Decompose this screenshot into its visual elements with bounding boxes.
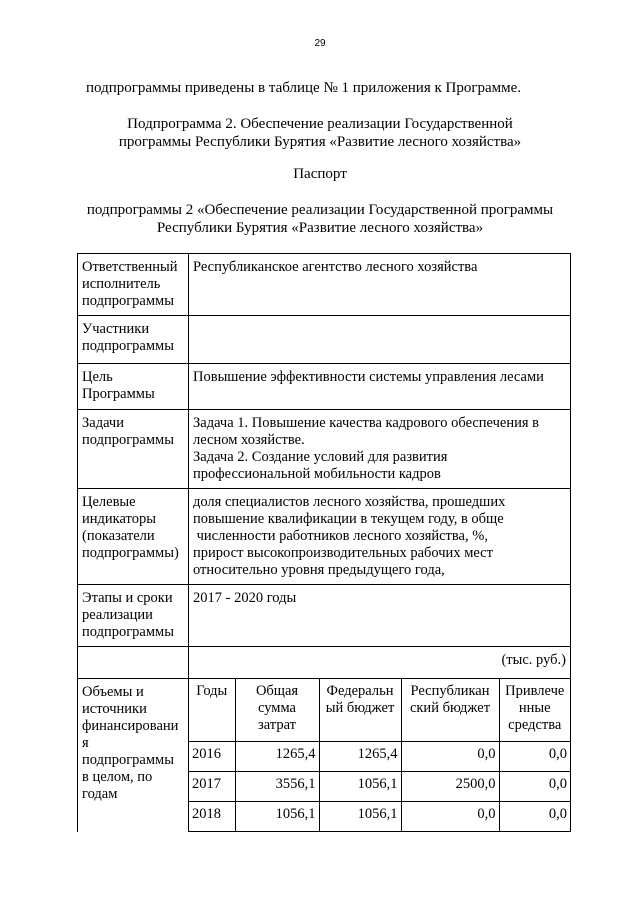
total-cell: 3556,1 <box>235 771 319 801</box>
row-financing <box>78 679 571 832</box>
federal-cell: 1056,1 <box>319 801 401 831</box>
subprogram-title-line-1: Подпрограмма 2. Обеспечение реализации Государственной <box>127 116 513 132</box>
indicator-2: прирост высокопроизводительных рабочих мест относительно уровня предыдущего года, <box>193 545 493 578</box>
intro-text: подпрограммы приведены в таблице № 1 приложения к Программе. <box>86 80 522 96</box>
tasks-value <box>189 410 571 489</box>
indicator-1-cont: численности работников лесного хозяйства, %, <box>193 528 488 544</box>
indicators-value <box>189 489 571 585</box>
financing-header-row <box>189 679 570 741</box>
tasks-label: Задачи подпрограммы <box>78 410 189 489</box>
year-cell: 2016 <box>189 741 235 771</box>
subprogram-title-line-2: программы Республики Бурятия «Развитие лесного хозяйства» <box>118 134 522 150</box>
header-federal: Федеральн ый бюджет <box>319 679 401 741</box>
indicators-label: Целевые индикаторы (показатели подпрограммы) <box>78 489 189 585</box>
participants-value <box>189 316 571 364</box>
goal-label: Цель Программы <box>78 364 189 410</box>
republic-cell: 0,0 <box>401 741 499 771</box>
table-row <box>189 801 570 831</box>
federal-cell: 1265,4 <box>319 741 401 771</box>
passport-title-line-2: Республики Бурятия «Развитие лесного хозяйства» <box>156 220 484 236</box>
year-cell: 2018 <box>189 801 235 831</box>
header-attracted: Привлече нные средства <box>499 679 570 741</box>
row-indicators <box>78 489 571 585</box>
executor-value: Республиканское агентство лесного хозяйства <box>189 254 571 316</box>
row-units <box>78 647 571 679</box>
financing-table <box>189 679 570 831</box>
goal-value: Повышение эффективности системы управления лесами <box>189 364 571 410</box>
republic-cell: 2500,0 <box>401 771 499 801</box>
row-tasks <box>78 410 571 489</box>
year-cell: 2017 <box>189 771 235 801</box>
attracted-cell: 0,0 <box>499 801 570 831</box>
executor-label: Ответственный исполнитель подпрограммы <box>78 254 189 316</box>
republic-cell: 0,0 <box>401 801 499 831</box>
row-stages <box>78 585 571 647</box>
passport-heading: Паспорт <box>293 166 347 182</box>
stages-value: 2017 - 2020 годы <box>189 585 571 647</box>
units-label: (тыс. руб.) <box>189 647 571 679</box>
page-number: 29 <box>314 38 326 49</box>
total-cell: 1056,1 <box>235 801 319 831</box>
header-total: Общая сумма затрат <box>235 679 319 741</box>
stages-label: Этапы и сроки реализации подпрограммы <box>78 585 189 647</box>
row-participants <box>78 316 571 364</box>
row-executor <box>78 254 571 316</box>
table-row <box>189 741 570 771</box>
total-cell: 1265,4 <box>235 741 319 771</box>
header-years: Годы <box>189 679 235 741</box>
passport-title-line-1: подпрограммы 2 «Обеспечение реализации Государственной программы <box>86 202 554 218</box>
federal-cell: 1056,1 <box>319 771 401 801</box>
indicator-1: доля специалистов лесного хозяйства, прошедших повышение квалификации в текущем году, в обще <box>193 494 506 527</box>
financing-table-cell <box>189 679 571 832</box>
task-1: Задача 1. Повышение качества кадрового обеспечения в лесном хозяйстве. <box>193 415 540 448</box>
participants-label: Участники подпрограммы <box>78 316 189 364</box>
financing-label: Объемы и источники финансировани я подпрограммы в целом, по годам <box>78 679 189 832</box>
attracted-cell: 0,0 <box>499 741 570 771</box>
table-row <box>189 771 570 801</box>
task-2: Задача 2. Создание условий для развития профессиональной мобильности кадров <box>193 449 448 482</box>
passport-table <box>77 253 571 832</box>
attracted-cell: 0,0 <box>499 771 570 801</box>
header-republic: Республикан ский бюджет <box>401 679 499 741</box>
row-goal <box>78 364 571 410</box>
